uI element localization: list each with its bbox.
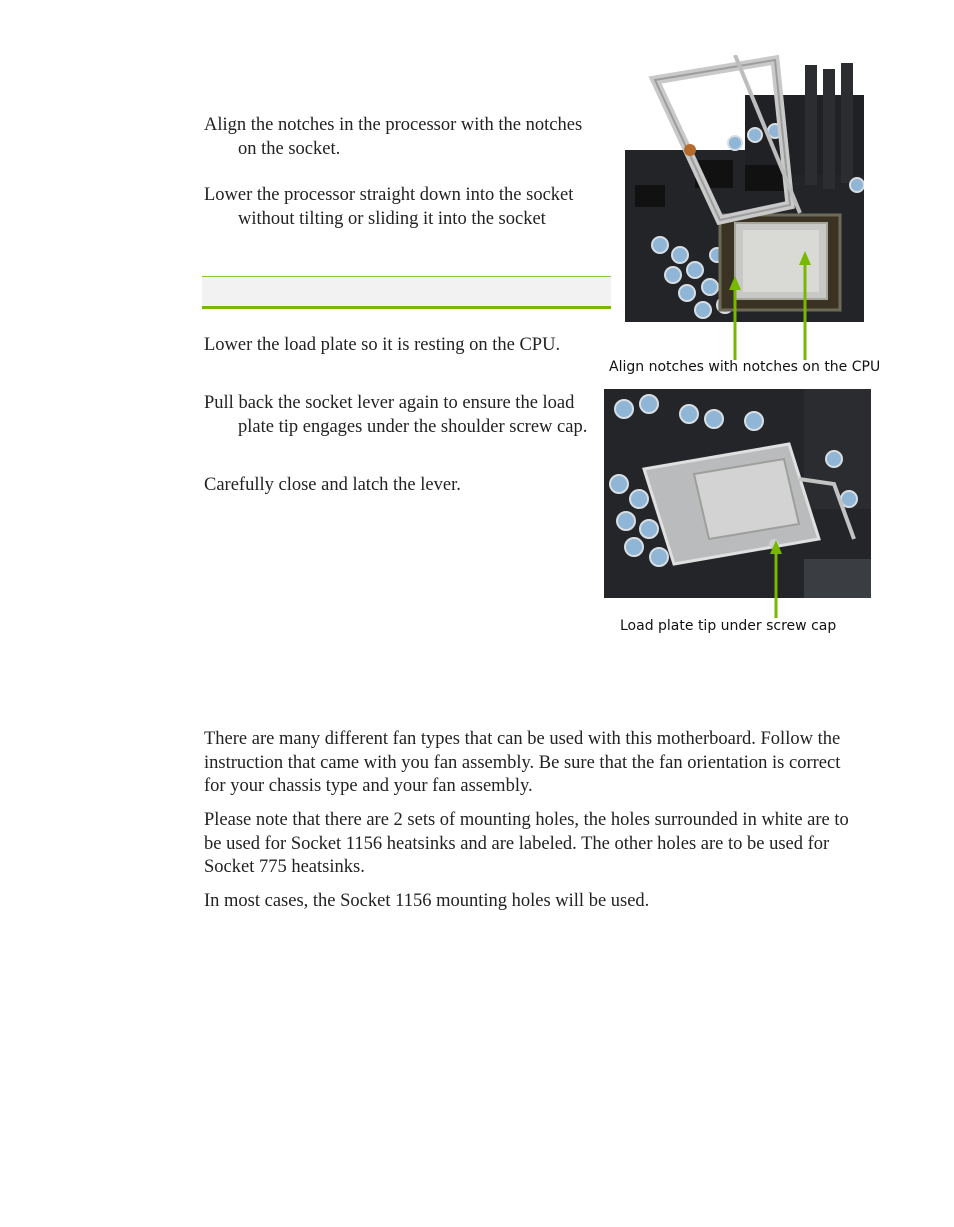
step-pull-back-lever: Pull back the socket lever again to ensure the load plate tip engages under the shoulder screw cap. [204,393,588,437]
screw-cap-arrow [766,530,786,620]
load-plate-photo [604,389,871,598]
figure2-caption: Load plate tip under screw cap [620,618,837,634]
step-align-notches: Align the notches in the processor with the notches on the socket. [204,115,583,159]
fan-paragraph-1: There are many different fan types that can be used with this motherboard. Follow the instruction that came with you fan assembly. Be sure that the fan orientation is correct for your chassis type and your fan assembly. [204,729,841,796]
fan-paragraph-2: Please note that there are 2 sets of mounting holes, the holes surrounded in white are to be used for Socket 1156 heatsinks and are labeled. The other holes are to be used for Socket 775 heatsinks. [204,810,849,877]
figure1-caption: Align notches with notches on the CPU [609,359,881,375]
notch-arrows [720,240,820,365]
step-close-lever: Carefully close and latch the lever. [204,475,461,495]
step-lower-load-plate: Lower the load plate so it is resting on the CPU. [204,335,561,355]
step-lower-processor: Lower the processor straight down into the socket without tilting or sliding it into the socket [204,185,574,229]
note-box [202,276,611,309]
fan-paragraph-3: In most cases, the Socket 1156 mounting holes will be used. [204,891,650,911]
